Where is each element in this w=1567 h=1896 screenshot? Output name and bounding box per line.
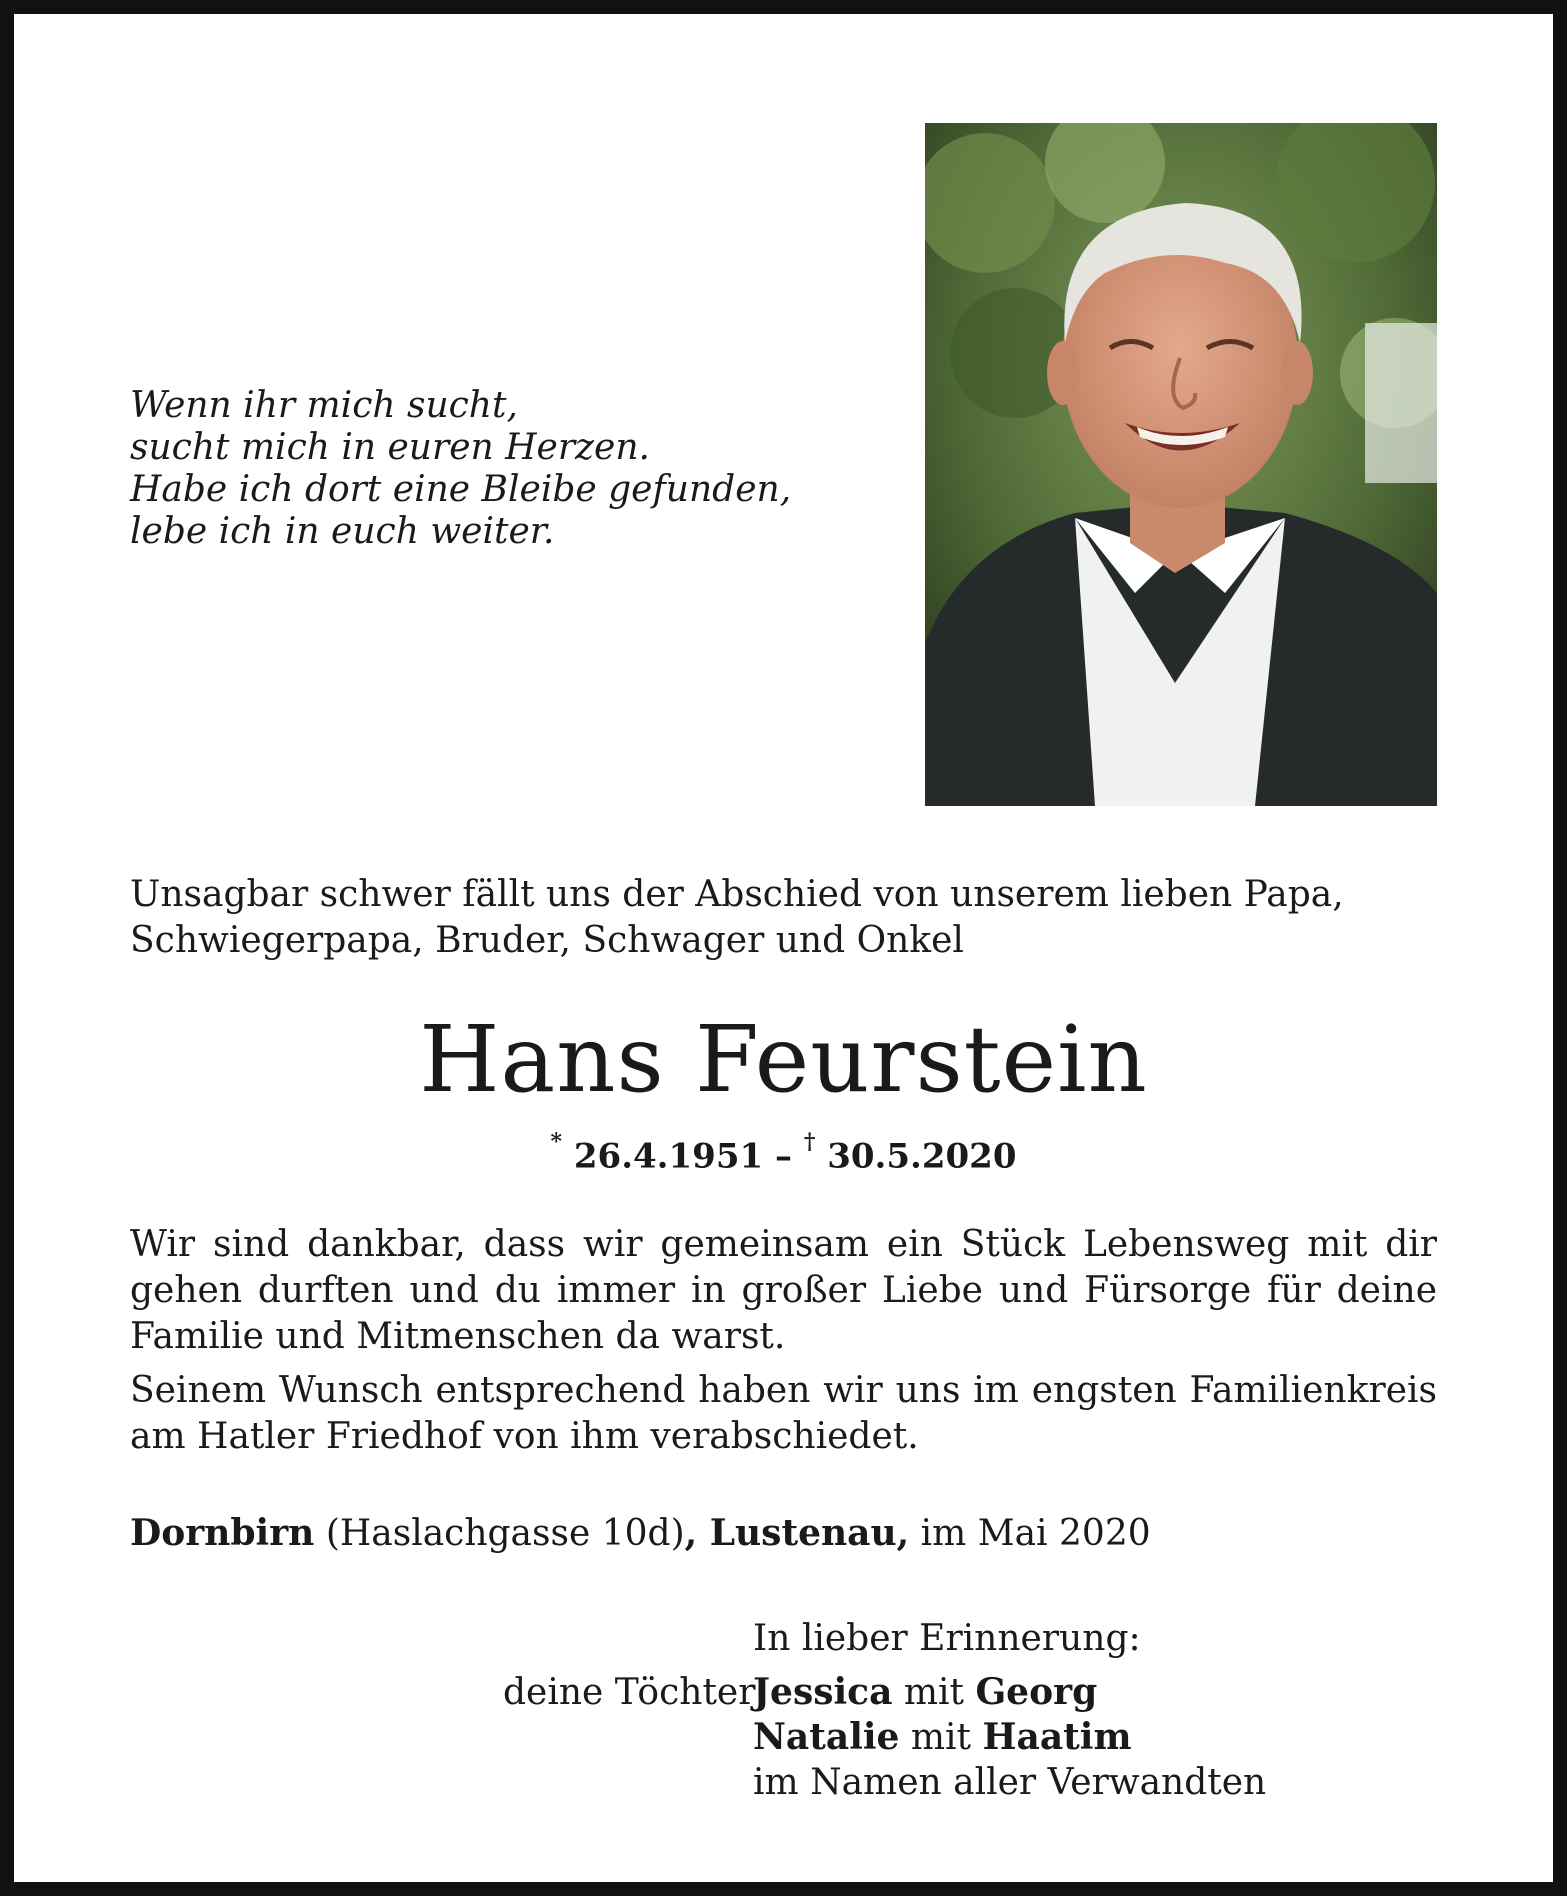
poem-line: Wenn ihr mich sucht, (130, 385, 518, 426)
portrait-photo (925, 123, 1437, 806)
poem-line: Habe ich dort eine Bleibe gefunden, (130, 469, 792, 510)
signature-line (753, 1715, 1266, 1760)
poem-line: sucht mich in euren Herzen. (130, 427, 650, 468)
with-word: mit (910, 1717, 972, 1758)
intro-text: Unsagbar schwer fällt uns der Abschied von unserem lieben Papa, Schwiegerpapa, Bruder, Schwager und Onkel (130, 874, 1344, 961)
birth-date: 26.4.1951 (573, 1136, 764, 1177)
name-haatim: Haatim (982, 1716, 1132, 1758)
portrait-illustration (925, 123, 1437, 806)
signature-line (753, 1670, 1266, 1715)
death-symbol: † (803, 1129, 816, 1155)
signature-label: deine Töchter (503, 1672, 756, 1713)
place-and-date (130, 1510, 1151, 1557)
with-word: mit (903, 1672, 964, 1713)
name-georg: Georg (975, 1671, 1098, 1713)
date-separator: – (775, 1136, 792, 1177)
signature-line: im Namen aller Verwandten (753, 1762, 1267, 1803)
city-lustenau: , Lustenau, (684, 1512, 910, 1554)
death-date: 30.5.2020 (827, 1136, 1017, 1177)
farewell-paragraph: Seinem Wunsch entsprechend haben wir uns im engsten Familienkreis am Hatler Friedhof von ihm verabschiedet. (130, 1370, 1437, 1457)
gratitude-paragraph: Wir sind dankbar, dass wir gemeinsam ein Stück Lebensweg mit dir gehen durften und du immer in großer Liebe und Fürsorge für deine Familie und Mitmenschen da warst. (130, 1224, 1437, 1357)
name-jessica: Jessica (753, 1671, 893, 1713)
signature-heading: In lieber Erinnerung: (753, 1618, 1141, 1659)
life-dates (0, 1129, 1567, 1177)
signature-names (753, 1670, 1266, 1805)
memorial-poem (130, 385, 830, 553)
birth-symbol: * (550, 1129, 563, 1155)
city-dornbirn: Dornbirn (130, 1512, 315, 1554)
address: (Haslachgasse 10d) (325, 1513, 685, 1554)
poem-line: lebe ich in euch weiter. (130, 511, 555, 552)
deceased-name: Hans Feurstein (419, 1006, 1148, 1113)
name-natalie: Natalie (753, 1716, 900, 1758)
month-year: im Mai 2020 (920, 1513, 1151, 1554)
